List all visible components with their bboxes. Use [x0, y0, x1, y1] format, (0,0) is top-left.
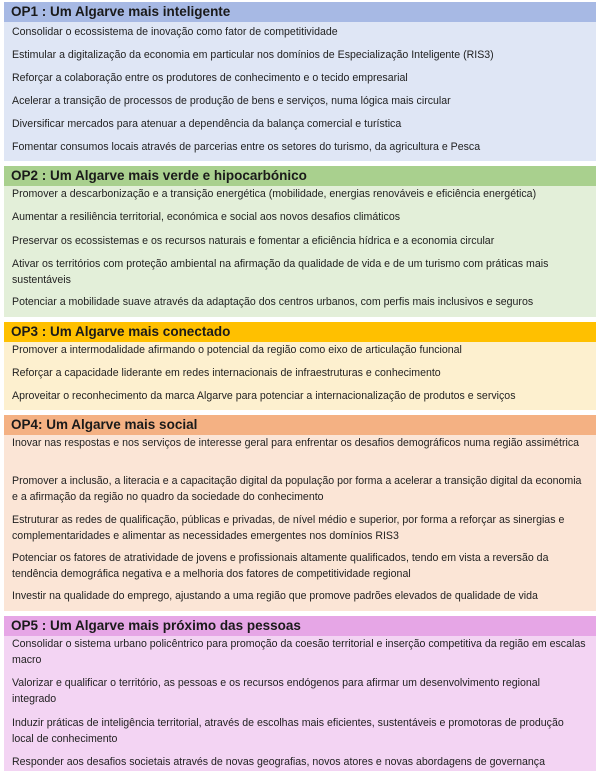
objective-item: Induzir práticas de inteligência territorial, através de escolhas mais eficientes, sustentáveis e promotoras de produção local de conhecimento [12, 717, 564, 745]
section-op4 [4, 415, 596, 611]
section-title-op5: OP5 : Um Algarve mais próximo das pessoas [4, 616, 596, 636]
section-title-op2: OP2 : Um Algarve mais verde e hipocarbónico [4, 166, 596, 186]
objective-item: Promover a intermodalidade afirmando o potencial da região como eixo de articulação funcional [12, 344, 462, 356]
objective-item: Estruturar as redes de qualificação, públicas e privadas, de nível médio e superior, por forma a reforçar as sinergias e complementaridades e alimentar as necessidades emergentes nos domínios RIS3 [12, 514, 565, 542]
section-op2 [4, 166, 596, 317]
objective-item: Reforçar a capacidade liderante em redes internacionais de infraestruturas e conhecimento [12, 367, 441, 379]
objective-item: Promover a inclusão, a literacia e a capacitação digital da população por forma a acelerar a transição digital da economia e a afirmação da região no quadro da sociedade do conhecimento [12, 475, 582, 503]
objective-item: Responder aos desafios societais através de novas geografias, novos atores e novas abordagens de governança [12, 756, 545, 768]
objective-item: Acelerar a transição de processos de produção de bens e serviços, numa lógica mais circular [12, 95, 451, 107]
objective-item: Estimular a digitalização da economia em particular nos domínios de Especialização Inteligente (RIS3) [12, 49, 494, 61]
objective-item: Potenciar a mobilidade suave através da adaptação dos centros urbanos, com perfis mais inclusivos e seguros [12, 296, 534, 308]
objective-item: Investir na qualidade do emprego, ajustando a uma região que promove padrões elevados de qualidade de vida [12, 590, 538, 602]
objective-item: Fomentar consumos locais através de parcerias entre os setores do turismo, da agricultura e Pesca [12, 141, 481, 153]
section-op5 [4, 616, 596, 771]
objective-item: Reforçar a colaboração entre os produtores de conhecimento e o tecido empresarial [12, 72, 408, 84]
objective-item: Aumentar a resiliência territorial, económica e social aos novos desafios climáticos [12, 211, 401, 223]
objective-item: Ativar os territórios com proteção ambiental na afirmação da qualidade de vida e de um turismo com práticas mais sustentáveis [12, 258, 549, 286]
section-op1 [4, 2, 596, 161]
section-title-op3: OP3 : Um Algarve mais conectado [4, 322, 596, 342]
objective-item: Valorizar e qualificar o território, as pessoas e os recursos endógenos para afirmar um desenvolvimento regional integrado [12, 677, 540, 705]
objective-item: Consolidar o sistema urbano policêntrico para promoção da coesão territorial e inserção competitiva da região em escalas macro [12, 638, 586, 666]
objective-item: Inovar nas respostas e nos serviços de interesse geral para enfrentar os desafios demográficos numa região assimétrica [12, 437, 580, 449]
objective-item: Diversificar mercados para atenuar a dependência da balança comercial e turística [12, 118, 402, 130]
section-op3 [4, 322, 596, 410]
section-title-op1: OP1 : Um Algarve mais inteligente [4, 2, 596, 22]
objective-item: Potenciar os fatores de atratividade de jovens e profissionais altamente qualificados, tendo em vista a reversão da tendência demográfica negativa e a melhoria dos fatores de competitividade regional [12, 552, 549, 580]
objective-item: Promover a descarbonização e a transição energética (mobilidade, energias renováveis e eficiência energética) [12, 188, 537, 200]
objective-item: Consolidar o ecossistema de inovação como fator de competitividade [12, 26, 338, 38]
section-title-op4: OP4: Um Algarve mais social [4, 415, 596, 435]
objective-item: Aproveitar o reconhecimento da marca Algarve para potenciar a internacionalização de produtos e serviços [12, 390, 516, 402]
objective-item: Preservar os ecossistemas e os recursos naturais e fomentar a eficiência hídrica e a economia circular [12, 235, 495, 247]
